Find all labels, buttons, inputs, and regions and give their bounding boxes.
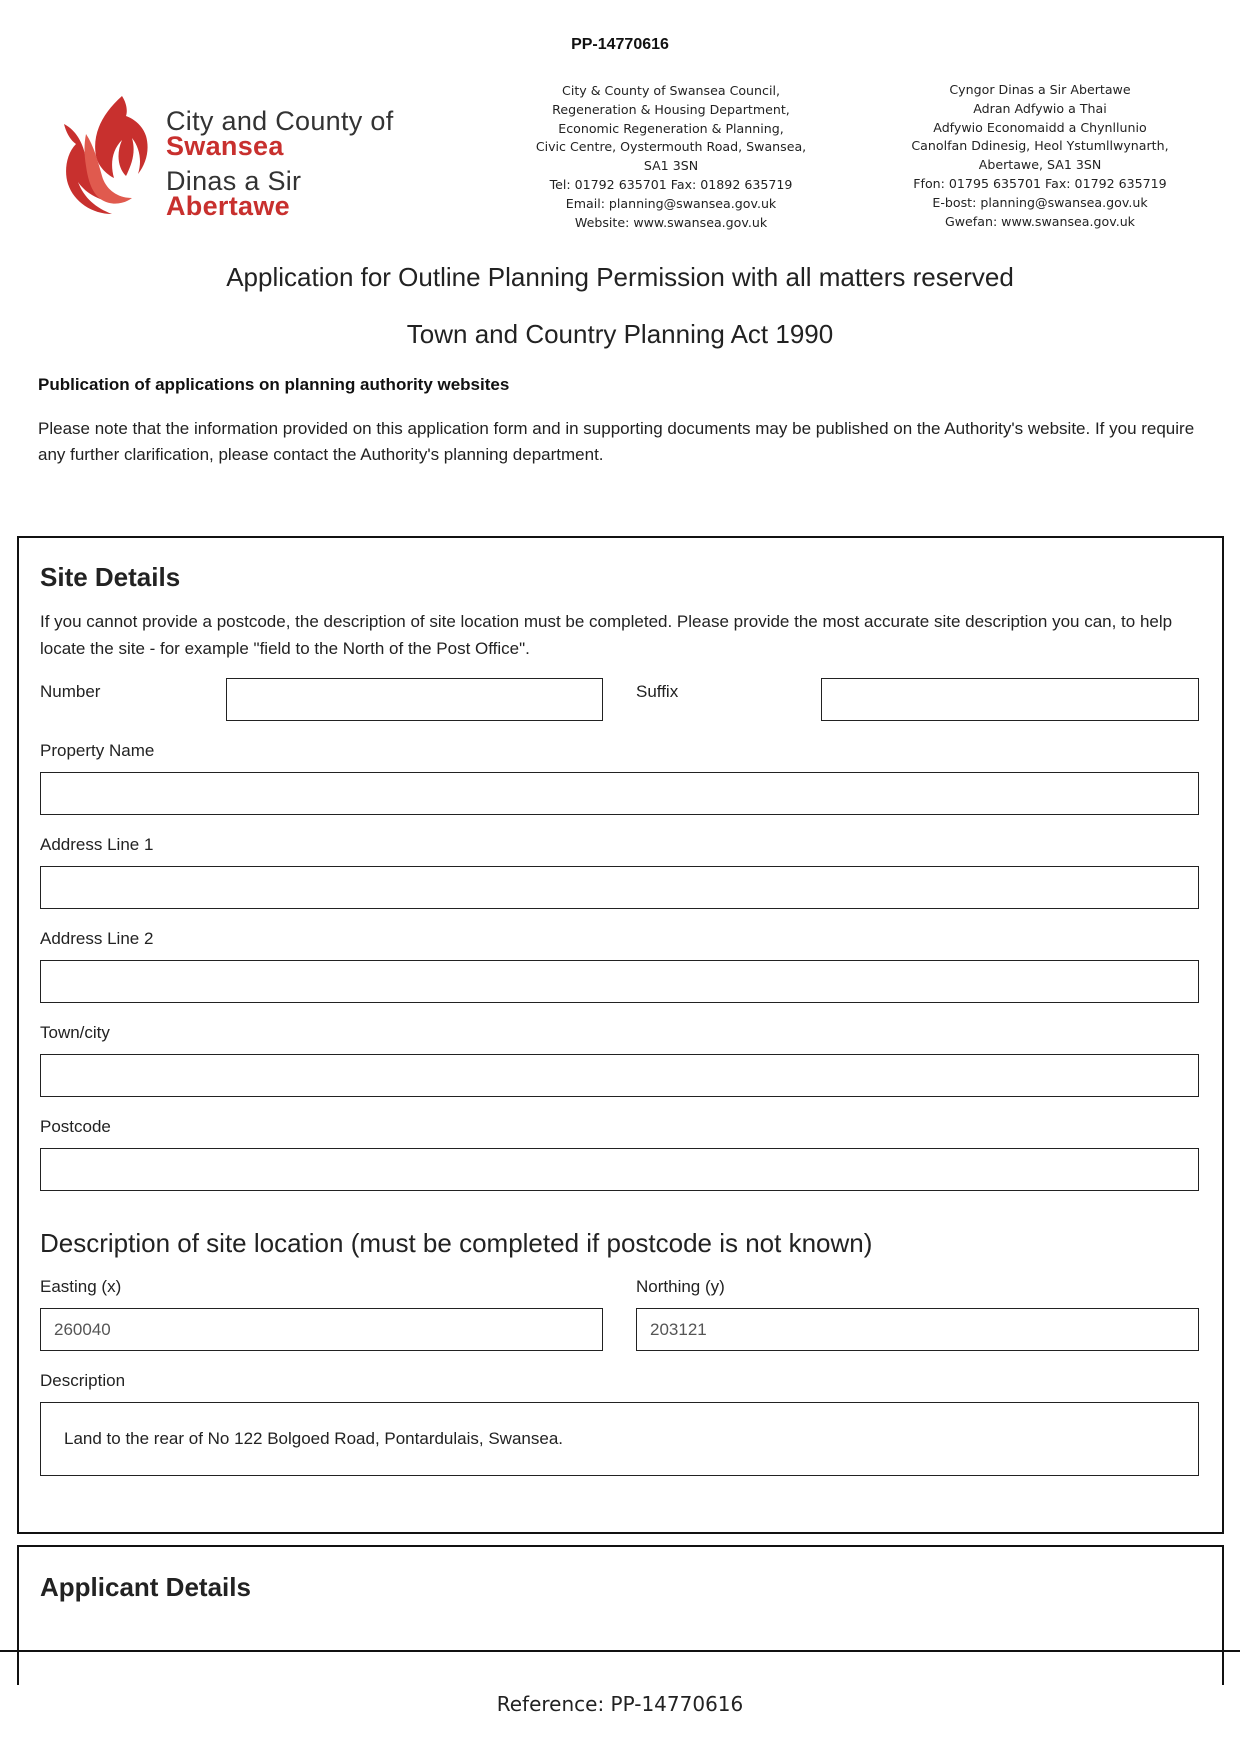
postcode-field[interactable]: [40, 1148, 1199, 1191]
reference-top: PP-14770616: [571, 36, 669, 53]
footer-divider: [0, 1650, 1240, 1652]
address-cy-line: E-bost: planning@swansea.gov.uk: [932, 194, 1148, 210]
site-details-heading: Site Details: [40, 562, 181, 592]
address-en-line: Economic Regeneration & Planning,: [558, 120, 784, 136]
number-label: Number: [40, 682, 101, 701]
logo-line-2: Swansea: [166, 131, 284, 161]
easting-label: Easting (x): [40, 1277, 122, 1296]
address-cy-line: Abertawe, SA1 3SN: [978, 157, 1102, 173]
address-cy-line: Ffon: 01795 635701 Fax: 01792 635719: [913, 175, 1167, 191]
address-line-1-label: Address Line 1: [40, 835, 154, 854]
address-en-line: Tel: 01792 635701 Fax: 01892 635719: [549, 176, 793, 192]
site-details-intro: If you cannot provide a postcode, the description of site location must be completed. Please provide the most accurate site description you can, to help locate the site - for example "field to the North of the Post Office".: [40, 612, 1173, 658]
suffix-field[interactable]: [821, 678, 1199, 721]
address-cy-line: Cyngor Dinas a Sir Abertawe: [949, 82, 1131, 97]
town-city-field[interactable]: [40, 1054, 1199, 1097]
address-en-line: SA1 3SN: [643, 158, 699, 174]
applicant-details-section: [17, 1545, 1224, 1685]
address-line-1-field[interactable]: [40, 866, 1199, 909]
property-name-field[interactable]: [40, 772, 1199, 815]
form-title: Application for Outline Planning Permission with all matters reserved: [226, 262, 1014, 292]
address-cy-line: Gwefan: www.swansea.gov.uk: [945, 213, 1135, 229]
council-logo: [62, 94, 422, 224]
address-cy-line: Adfywio Economaidd a Chynllunio: [933, 119, 1147, 135]
publication-heading: Publication of applications on planning authority websites: [38, 375, 510, 394]
address-en-line: Regeneration & Housing Department,: [552, 101, 790, 117]
applicant-details-heading: Applicant Details: [40, 1572, 251, 1602]
logo-line-3: Dinas a Sir: [166, 166, 302, 196]
address-en-line: Website: www.swansea.gov.uk: [574, 214, 768, 230]
address-line-2-field[interactable]: [40, 960, 1199, 1003]
northing-label: Northing (y): [636, 1277, 725, 1296]
publication-text: Please note that the information provided on this application form and in supporting documents may be published on the Authority's website. If you require any further clarification, please contact the Authority's planning department.: [38, 419, 1195, 464]
easting-field[interactable]: 260040: [40, 1308, 603, 1351]
address-en-line: Email: planning@swansea.gov.uk: [565, 195, 777, 211]
address-line-2-label: Address Line 2: [40, 929, 154, 948]
town-city-label: Town/city: [40, 1023, 110, 1042]
address-en-line: Civic Centre, Oystermouth Road, Swansea,: [535, 139, 807, 155]
welsh-address-block: [900, 81, 1180, 231]
form-subtitle: Town and Country Planning Act 1990: [406, 319, 834, 349]
suffix-label: Suffix: [636, 682, 679, 701]
address-cy-line: Adran Adfywio a Thai: [973, 100, 1107, 116]
description-label: Description: [40, 1371, 126, 1390]
number-field[interactable]: [226, 678, 603, 721]
logo-wordmark: [166, 108, 394, 220]
northing-field[interactable]: 203121: [636, 1308, 1199, 1351]
property-name-label: Property Name: [40, 741, 155, 760]
address-en-line: City & County of Swansea Council,: [562, 83, 780, 98]
description-field[interactable]: Land to the rear of No 122 Bolgoed Road, Pontardulais, Swansea.: [40, 1402, 1199, 1476]
postcode-label: Postcode: [40, 1117, 111, 1136]
address-cy-line: Canolfan Ddinesig, Heol Ystumllwynarth,: [911, 138, 1169, 154]
english-address-block: [526, 82, 816, 232]
logo-line-1: City and County of: [166, 106, 394, 136]
phoenix-icon: [62, 94, 152, 219]
site-location-heading: Description of site location (must be completed if postcode is not known): [40, 1228, 873, 1258]
logo-line-4: Abertawe: [166, 191, 290, 221]
footer-reference: Reference: PP-14770616: [496, 1692, 744, 1716]
